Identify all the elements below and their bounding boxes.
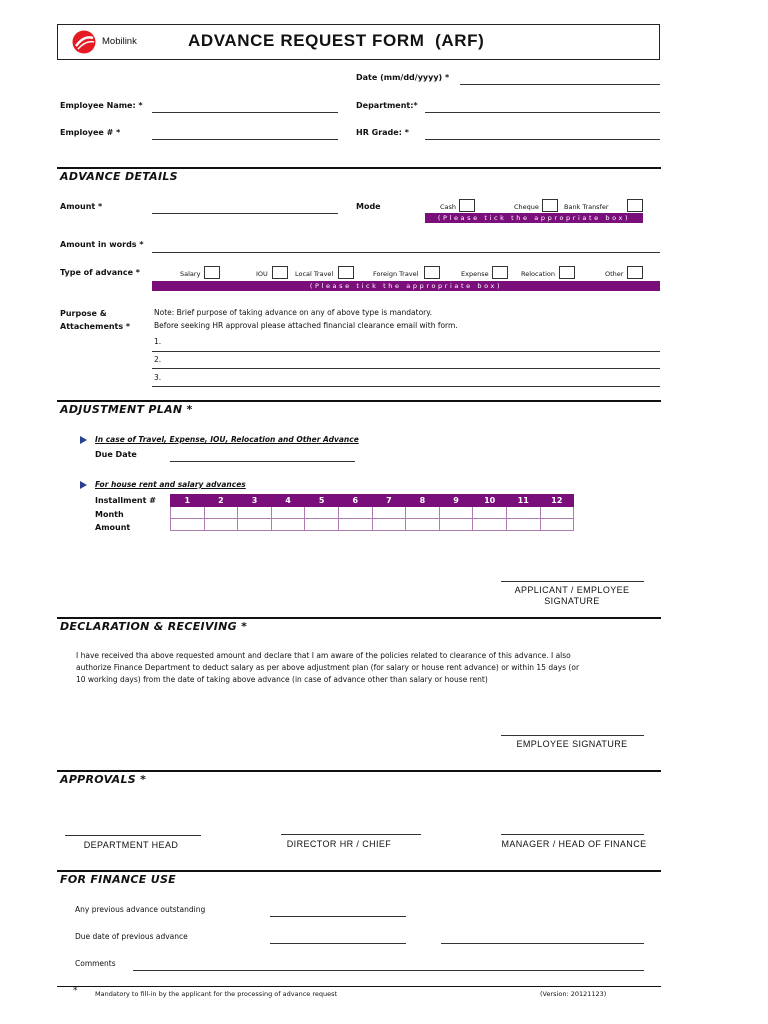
manager-finance-label: MANAGER / HEAD OF FINANCE — [501, 839, 647, 849]
installment-number: 11 — [506, 495, 540, 507]
month-cell[interactable] — [171, 507, 205, 519]
director-hr-label: DIRECTOR HR / CHIEF — [286, 839, 392, 849]
department-head-signature-line[interactable] — [65, 835, 201, 836]
previous-due-field[interactable] — [270, 943, 406, 944]
amount-cell[interactable] — [540, 519, 574, 531]
month-cell[interactable] — [372, 507, 406, 519]
purpose-label-line1: Purpose & — [60, 309, 107, 318]
purpose-item-1: 1. — [154, 337, 162, 346]
installment-number: 6 — [338, 495, 372, 507]
brand-name: Mobilink — [102, 36, 137, 47]
mode-cheque-checkbox[interactable] — [542, 199, 558, 212]
comments-label: Comments — [75, 959, 116, 968]
purpose-item-3-field[interactable] — [152, 386, 660, 387]
date-field[interactable] — [460, 84, 660, 85]
footer-divider — [57, 986, 661, 987]
month-cell[interactable] — [506, 507, 540, 519]
installment-number: 1 — [171, 495, 205, 507]
amount-cell[interactable] — [305, 519, 339, 531]
amount-label: Amount * — [60, 202, 103, 211]
mode-cash-checkbox[interactable] — [459, 199, 475, 212]
month-cell[interactable] — [238, 507, 272, 519]
advance-details-heading: ADVANCE DETAILS — [60, 170, 178, 183]
purpose-note-2: Before seeking HR approval please attached financial clearance email with form. — [154, 321, 458, 330]
mode-option-bank-transfer: Bank Transfer — [564, 203, 609, 211]
amount-cell[interactable] — [271, 519, 305, 531]
type-salary-checkbox[interactable] — [204, 266, 220, 279]
amount-cell[interactable] — [506, 519, 540, 531]
installment-number: 5 — [305, 495, 339, 507]
purpose-note-1: Note: Brief purpose of taking advance on any of above type is mandatory. — [154, 308, 432, 317]
type-option-iou: IOU — [256, 270, 268, 278]
applicant-signature-label-1: APPLICANT / EMPLOYEE — [514, 585, 630, 595]
department-field[interactable] — [425, 112, 660, 113]
month-cell[interactable] — [271, 507, 305, 519]
amount-cell[interactable] — [439, 519, 473, 531]
month-label: Month — [95, 510, 124, 519]
mode-option-cheque: Cheque — [514, 203, 539, 211]
declaration-line-1: I have received tha above requested amount and declare that I am aware of the policies related to clearance of this advance. I also — [76, 651, 571, 660]
manager-finance-signature-line[interactable] — [501, 834, 644, 835]
footer-asterisk: * — [73, 986, 78, 996]
section-divider — [57, 870, 661, 872]
employee-no-label: Employee # * — [60, 128, 121, 137]
month-cell[interactable] — [540, 507, 574, 519]
employee-signature-line[interactable] — [501, 735, 644, 736]
amount-words-label: Amount in words * — [60, 240, 144, 249]
installment-number: 7 — [372, 495, 406, 507]
finance-use-heading: FOR FINANCE USE — [60, 873, 176, 886]
director-hr-signature-line[interactable] — [281, 834, 421, 835]
type-option-salary: Salary — [180, 270, 201, 278]
type-option-foreign-travel: Foreign Travel — [373, 270, 419, 278]
date-label: Date (mm/dd/yyyy) * — [356, 73, 450, 82]
section-divider — [57, 167, 661, 169]
installment-number: 8 — [406, 495, 440, 507]
amount-cell[interactable] — [238, 519, 272, 531]
month-cell[interactable] — [204, 507, 238, 519]
approvals-heading: APPROVALS * — [60, 773, 147, 786]
employee-name-label: Employee Name: * — [60, 101, 143, 110]
previous-due-extra-field[interactable] — [441, 943, 644, 944]
type-option-expense: Expense — [461, 270, 489, 278]
type-option-other: Other — [605, 270, 624, 278]
type-option-local-travel: Local Travel — [295, 270, 334, 278]
form-title: ADVANCE REQUEST FORM (ARF) — [188, 31, 485, 50]
due-date-label: Due Date — [95, 450, 137, 459]
section-divider — [57, 617, 661, 619]
type-option-relocation: Relocation — [521, 270, 556, 278]
purpose-label-line2: Attachements * — [60, 322, 131, 331]
section-divider — [57, 770, 661, 772]
type-expense-checkbox[interactable] — [492, 266, 508, 279]
declaration-line-2: authorize Finance Department to deduct salary as per above adjustment plan (for salary or house rent advance) or within 15 days (or — [76, 663, 580, 672]
hr-grade-field[interactable] — [425, 139, 660, 140]
previous-outstanding-label: Any previous advance outstanding — [75, 905, 206, 914]
purpose-item-2-field[interactable] — [152, 368, 660, 369]
employee-no-field[interactable] — [152, 139, 338, 140]
installment-label: Installment # — [95, 496, 156, 505]
amount-cell[interactable] — [473, 519, 507, 531]
comments-field[interactable] — [133, 970, 644, 971]
installment-number: 3 — [238, 495, 272, 507]
employee-signature-label: EMPLOYEE SIGNATURE — [516, 739, 628, 749]
bullet-arrow-icon — [80, 481, 87, 489]
due-date-field[interactable] — [170, 461, 355, 462]
hr-grade-label: HR Grade: * — [356, 128, 409, 137]
mode-bank-transfer-checkbox[interactable] — [627, 199, 643, 212]
month-cell[interactable] — [338, 507, 372, 519]
installment-month-row — [171, 507, 574, 519]
month-cell[interactable] — [439, 507, 473, 519]
month-cell[interactable] — [305, 507, 339, 519]
type-local-travel-checkbox[interactable] — [338, 266, 354, 279]
installment-table — [170, 494, 574, 531]
mode-tick-note: (Please tick the appropriate box) — [425, 213, 643, 223]
installment-number: 9 — [439, 495, 473, 507]
department-head-label: DEPARTMENT HEAD — [83, 840, 179, 850]
purpose-item-3: 3. — [154, 373, 162, 382]
employee-name-field[interactable] — [152, 112, 338, 113]
declaration-line-3: 10 working days) from the date of taking above advance (in case of advance other than salary or house rent) — [76, 675, 488, 684]
type-of-advance-label: Type of advance * — [60, 268, 140, 277]
mobilink-logo-icon — [71, 29, 99, 55]
department-label: Department:* — [356, 101, 418, 110]
mode-option-cash: Cash — [440, 203, 457, 211]
installment-header-row — [171, 495, 574, 507]
previous-outstanding-field[interactable] — [270, 916, 406, 917]
installment-amount-row — [171, 519, 574, 531]
bullet-arrow-icon — [80, 436, 87, 444]
adjustment-case-1: In case of Travel, Expense, IOU, Relocation and Other Advance — [95, 435, 359, 444]
adjustment-plan-heading: ADJUSTMENT PLAN * — [60, 403, 193, 416]
purpose-item-1-field[interactable] — [152, 351, 660, 352]
amount-cell[interactable] — [204, 519, 238, 531]
applicant-signature-label-2: SIGNATURE — [544, 596, 600, 606]
installment-number: 2 — [204, 495, 238, 507]
installment-amount-label: Amount — [95, 523, 131, 532]
amount-cell[interactable] — [338, 519, 372, 531]
amount-cell[interactable] — [171, 519, 205, 531]
installment-number: 12 — [540, 495, 574, 507]
installment-number: 4 — [271, 495, 305, 507]
section-divider — [57, 400, 661, 402]
type-tick-note: (Please tick the appropriate box) — [152, 281, 660, 291]
footer-mandatory-note: Mandatory to fill-in by the applicant for the processing of advance request — [95, 990, 338, 998]
declaration-heading: DECLARATION & RECEIVING * — [60, 620, 248, 633]
installment-number: 10 — [473, 495, 507, 507]
adjustment-case-2: For house rent and salary advances — [95, 480, 246, 489]
type-foreign-travel-checkbox[interactable] — [424, 266, 440, 279]
type-relocation-checkbox[interactable] — [559, 266, 575, 279]
type-iou-checkbox[interactable] — [272, 266, 288, 279]
applicant-signature-line[interactable] — [501, 581, 644, 582]
month-cell[interactable] — [406, 507, 440, 519]
mode-label: Mode — [356, 202, 381, 211]
previous-due-label: Due date of previous advance — [75, 932, 188, 941]
amount-words-field[interactable] — [152, 252, 660, 253]
amount-field[interactable] — [152, 213, 338, 214]
month-cell[interactable] — [473, 507, 507, 519]
amount-cell[interactable] — [372, 519, 406, 531]
type-other-checkbox[interactable] — [627, 266, 643, 279]
footer-version: (Version: 20121123) — [540, 990, 607, 998]
purpose-item-2: 2. — [154, 355, 162, 364]
amount-cell[interactable] — [406, 519, 440, 531]
